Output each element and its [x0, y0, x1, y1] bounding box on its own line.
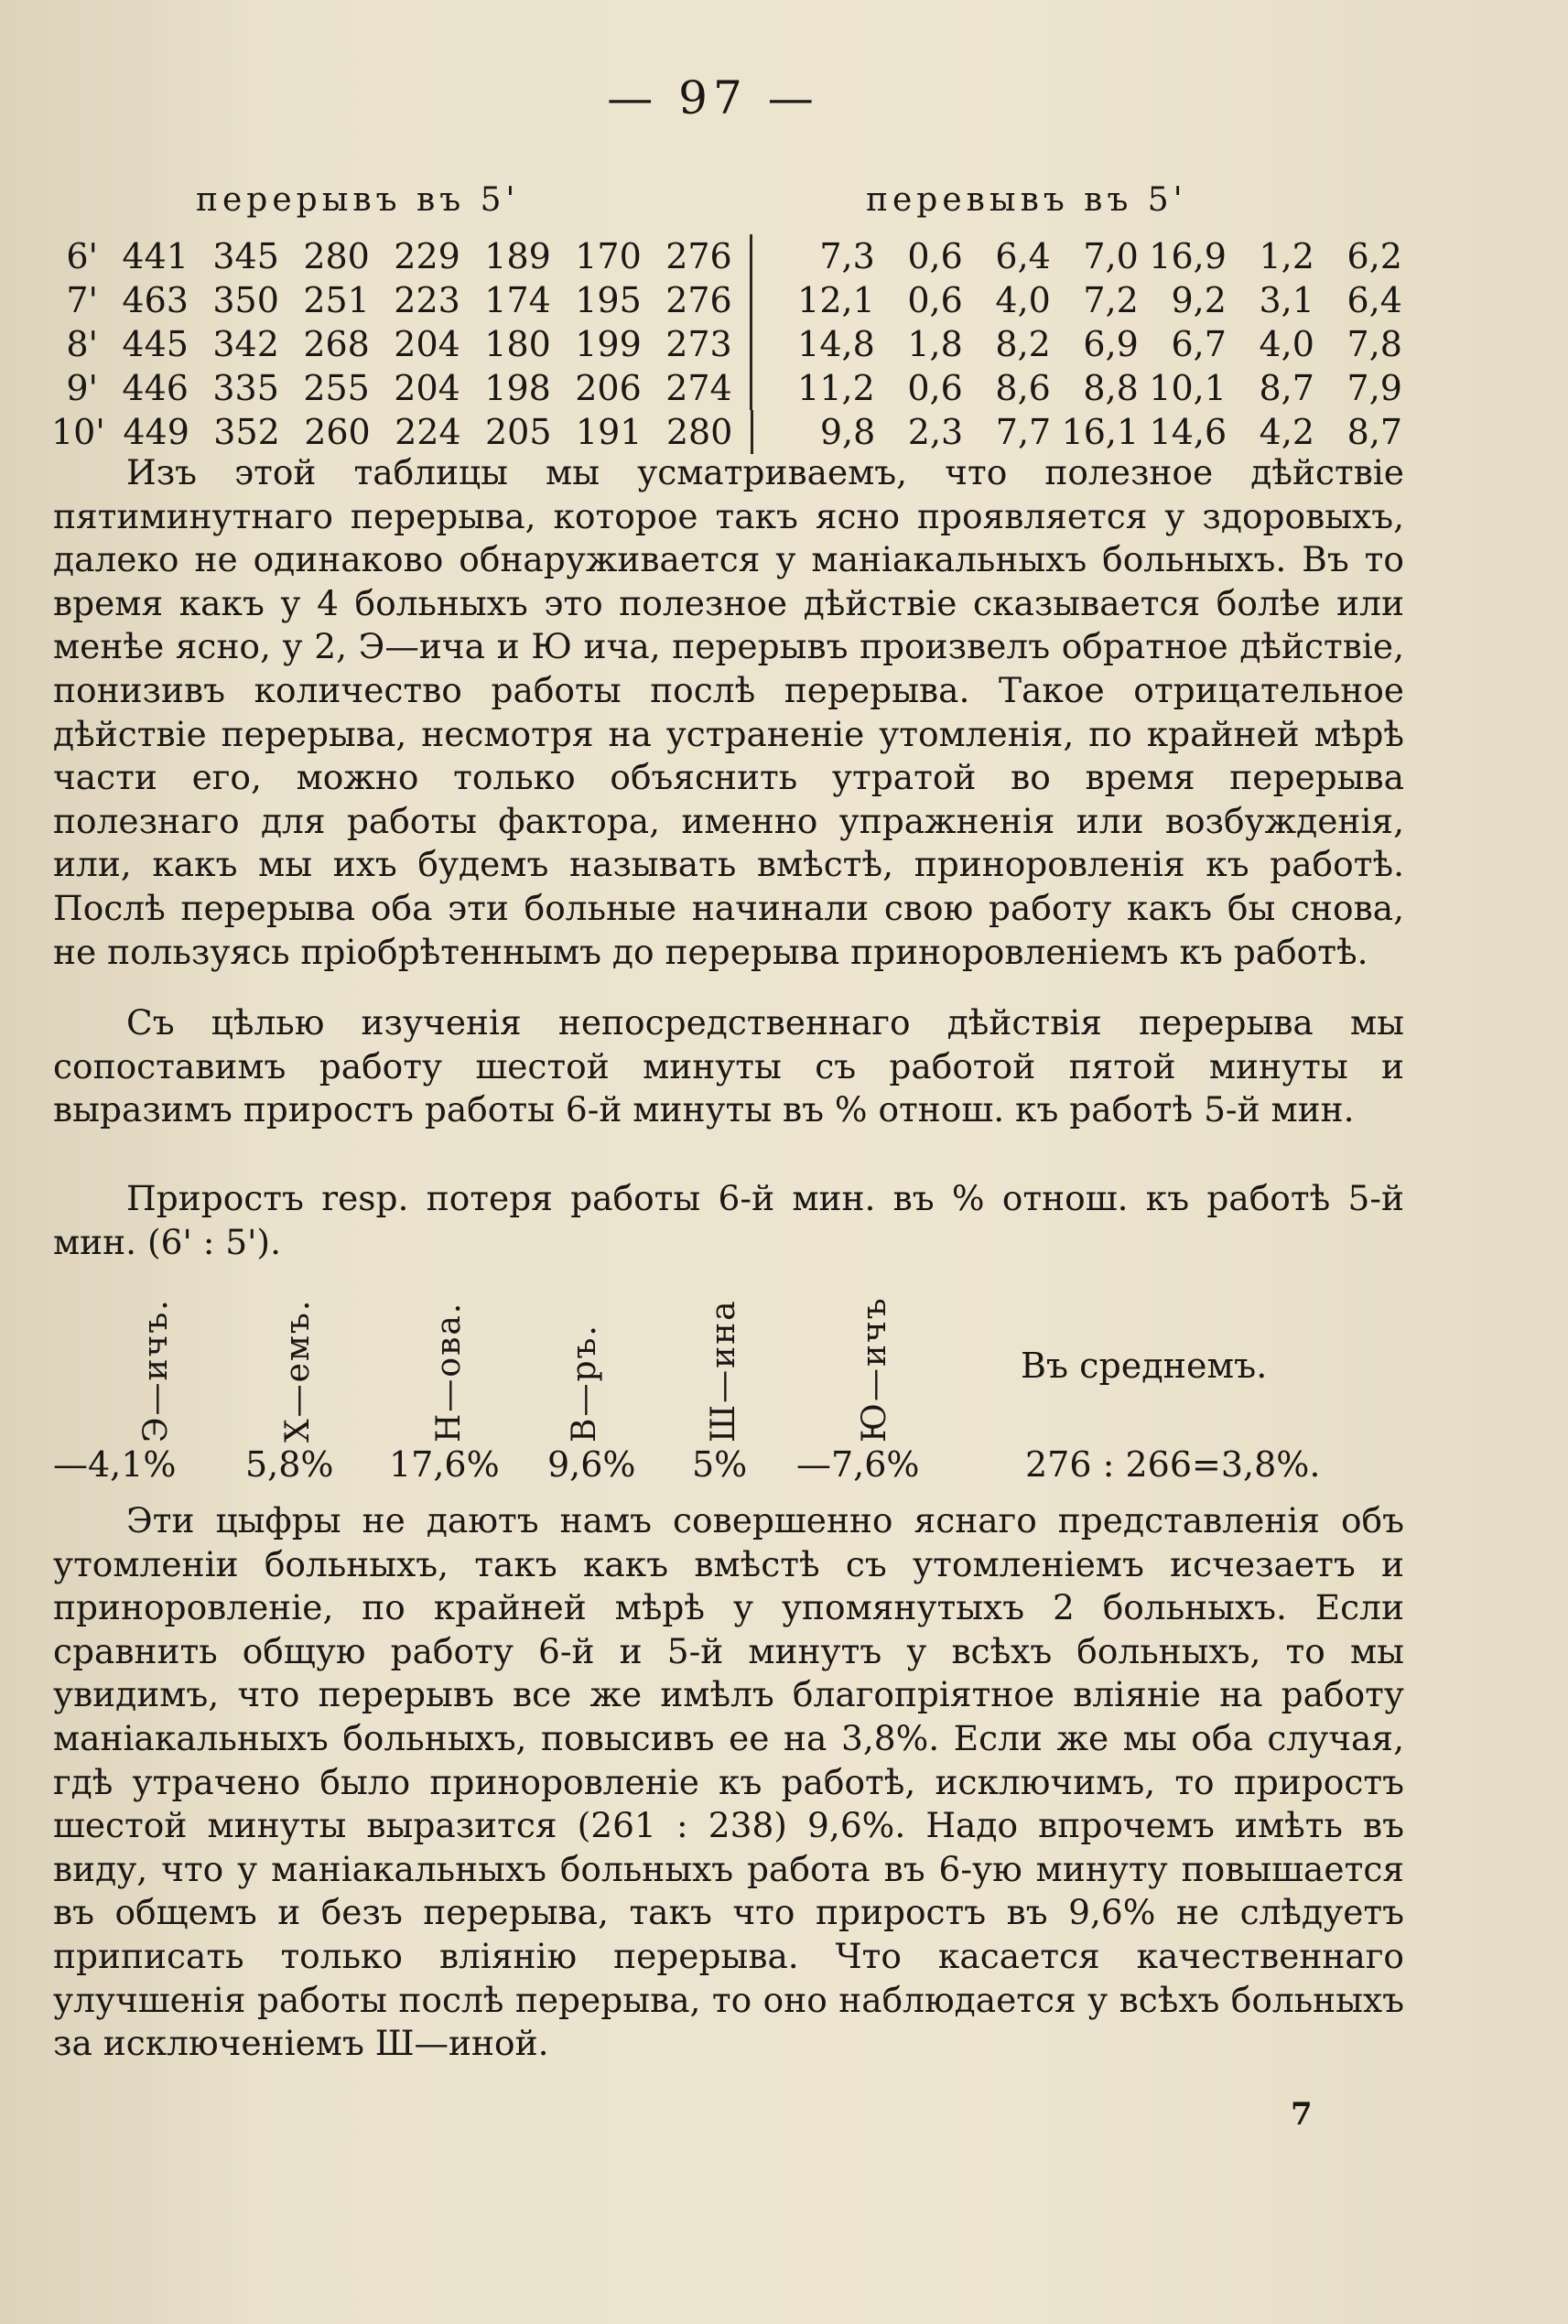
table-cell-right: 8,7: [1259, 368, 1314, 408]
table-cell-left: 229: [394, 236, 460, 276]
table-row: [51, 322, 1402, 366]
table-row: [51, 234, 1402, 278]
table-cell-left: 206: [575, 368, 642, 408]
patient-label: В—ръ.: [566, 1324, 603, 1443]
table-cell-left: 199: [575, 324, 642, 364]
table-cell-right: 3,1: [1259, 280, 1314, 320]
table-cell-left: 280: [303, 236, 370, 276]
table-cell-left: 189: [484, 236, 551, 276]
table-cell-left: 260: [304, 412, 371, 452]
table-cell-right: 6,4: [995, 236, 1051, 276]
table-cell-right: 6,9: [1083, 324, 1139, 364]
patient-label: Ш—ина: [705, 1299, 742, 1443]
table-cell-left: 251: [303, 280, 370, 320]
table-header-right: перевывъ въ 5': [866, 181, 1187, 219]
row-label: 7': [66, 280, 98, 320]
percent-value: —4,1%: [53, 1444, 177, 1485]
table-divider: [732, 322, 753, 366]
table-cell-right: 7,8: [1346, 324, 1402, 364]
table-cell-left: 274: [665, 368, 732, 408]
table-cell-right: 7,3: [819, 236, 875, 276]
table-rows: [51, 234, 1402, 454]
table-cell-right: 9,2: [1171, 280, 1227, 320]
table-cell-left: 276: [665, 280, 732, 320]
table-cell-left: 441: [122, 236, 189, 276]
table-cell-right: 1,8: [907, 324, 963, 364]
percent-value: 5,8%: [245, 1444, 334, 1485]
table-cell-right: 16,9: [1149, 236, 1227, 276]
table-cell-right: 4,0: [995, 280, 1051, 320]
table-cell-left: 191: [575, 412, 643, 452]
table-headers: [51, 181, 1402, 234]
table-cell-left: 174: [484, 280, 551, 320]
table-cell-right: 0,6: [907, 280, 963, 320]
table-cell-right: 12,1: [797, 280, 875, 320]
table-cell-left: 352: [213, 412, 280, 452]
table-cell-right: 0,6: [907, 236, 963, 276]
table-cell-left: 449: [123, 412, 189, 452]
table-cell-right: 7,9: [1346, 368, 1402, 408]
table-cell-left: 204: [394, 324, 460, 364]
data-table: [51, 181, 1402, 454]
paragraph-3: [53, 1177, 1404, 1264]
table-cell-left: 446: [122, 368, 189, 408]
table-cell-left: 280: [665, 412, 733, 452]
page-number: — 97 —: [607, 71, 819, 124]
row-label: 9': [66, 368, 98, 408]
table-cell-right: 9,8: [819, 412, 876, 452]
percent-value: 17,6%: [389, 1444, 500, 1485]
table-cell-left: 198: [484, 368, 551, 408]
table-cell-left: 273: [665, 324, 732, 364]
table-cell-right: 14,6: [1149, 412, 1227, 452]
table-divider: [732, 366, 753, 410]
table-divider: [732, 234, 753, 278]
table-divider: [732, 410, 753, 454]
table-cell-right: 6,7: [1171, 324, 1227, 364]
paragraph-3-text: Приростъ resp. потеря работы 6-й мин. въ % отнош. къ работѣ 5-й мин. (6' : 5').: [53, 1178, 1404, 1262]
table-cell-right: 6,2: [1346, 236, 1402, 276]
table-cell-right: 7,0: [1083, 236, 1139, 276]
table-row: [51, 278, 1402, 322]
table-cell-right: 11,2: [797, 368, 875, 408]
table-cell-right: 2,3: [907, 412, 964, 452]
table-row: [51, 410, 1402, 454]
row-label: 8': [66, 324, 98, 364]
table-cell-left: 445: [122, 324, 189, 364]
table-cell-right: 6,4: [1346, 280, 1402, 320]
table-cell-left: 204: [394, 368, 460, 408]
table-cell-left: 276: [665, 236, 732, 276]
average-label: Въ среднемъ.: [1021, 1346, 1268, 1386]
table-cell-right: 10,1: [1149, 368, 1227, 408]
percent-value: 5%: [692, 1444, 748, 1485]
patient-label: Э—ичъ.: [137, 1298, 175, 1443]
table-cell-right: 4,0: [1259, 324, 1314, 364]
percent-value: —7,6%: [796, 1444, 920, 1485]
row-label: 6': [66, 236, 98, 276]
table-cell-left: 268: [303, 324, 370, 364]
table-header-left: перерывъ въ 5': [196, 181, 520, 219]
table-cell-left: 345: [212, 236, 279, 276]
table-cell-right: 8,8: [1083, 368, 1139, 408]
table-cell-left: 335: [212, 368, 279, 408]
table-cell-left: 180: [484, 324, 551, 364]
table-cell-left: 205: [485, 412, 552, 452]
table-row: [51, 366, 1402, 410]
patient-label: Ю—ичъ: [856, 1296, 893, 1443]
paragraph-4-text: Эти цыфры не даютъ намъ совершенно яснаго представленія объ утомленіи больныхъ, такъ какъ вмѣстѣ съ утомленіемъ исчезаетъ и приноровленіе, по крайней мѣрѣ у упомянутыхъ 2 больныхъ. Если сравнить общую работу 6-й и 5-й минутъ у всѣхъ больныхъ, то мы увидимъ, что перерывъ все же имѣлъ благопріятное вліяніе на работу маніакальныхъ больныхъ, повысивъ ее на 3,8%. Если же мы оба случая, гдѣ утрачено было приноровленіе къ работѣ, исключимъ, то приростъ шестой минуты выразится (261 : 238) 9,6%. Надо впрочемъ имѣть въ виду, что у маніакальныхъ больныхъ работа въ 6-ую минуту повышается въ общемъ и безъ перерыва, такъ что приростъ въ 9,6% не слѣдуетъ приписать только вліянію перерыва. Что касается качественнаго улучшенія работы послѣ перерыва, то оно наблюдается у всѣхъ больныхъ за исключеніемъ Ш—иной.: [53, 1500, 1404, 2064]
paragraph-1: [53, 451, 1404, 974]
table-cell-left: 350: [212, 280, 279, 320]
table-cell-right: 8,2: [995, 324, 1051, 364]
table-cell-right: 16,1: [1061, 412, 1140, 452]
table-cell-right: 8,6: [995, 368, 1051, 408]
table-cell-left: 195: [575, 280, 642, 320]
table-cell-right: 7,2: [1083, 280, 1139, 320]
table-cell-left: 224: [395, 412, 461, 452]
table-cell-right: 8,7: [1346, 412, 1403, 452]
paragraph-2: [53, 1001, 1404, 1132]
table-cell-left: 223: [394, 280, 460, 320]
patient-label: Н—ова.: [430, 1301, 468, 1443]
table-cell-right: 7,7: [995, 412, 1052, 452]
patient-labels: [0, 1280, 1568, 1454]
percent-row: [0, 1444, 1568, 1490]
paragraph-4: [53, 1499, 1404, 2066]
table-cell-left: 255: [303, 368, 370, 408]
average-value: 276 : 266=3,8%.: [1025, 1444, 1321, 1485]
paragraph-2-text: Съ цѣлью изученія непосредственнаго дѣйствія перерыва мы сопоставимъ работу шестой минуты съ работой пятой минуты и выразимъ приростъ работы 6-й минуты въ % отнош. къ работѣ 5-й мин.: [53, 1002, 1404, 1130]
row-label: 10': [51, 412, 105, 452]
table-cell-right: 4,2: [1259, 412, 1315, 452]
table-divider: [732, 278, 753, 322]
percent-value: 9,6%: [547, 1444, 636, 1485]
table-cell-right: 1,2: [1259, 236, 1314, 276]
table-cell-left: 342: [212, 324, 279, 364]
signature-mark: 7: [1291, 2096, 1313, 2133]
paragraph-1-text: Изъ этой таблицы мы усматриваемъ, что полезное дѣйствіе пятиминутнаго перерыва, которое такъ ясно проявляется у здоровыхъ, далеко не одинаково обнаруживается у маніакальныхъ больныхъ. Въ то время какъ у 4 больныхъ это полезное дѣйствіе сказывается болѣе или менѣе ясно, у 2, Э—ича и Ю ича, перерывъ произвелъ обратное дѣйствіе, понизивъ количество работы послѣ перерыва. Такое отрицательное дѣйствіе перерыва, несмотря на устраненіе утомленія, по крайней мѣрѣ части его, можно только объяснить утратой во время перерыва полезнаго для работы фактора, именно упражненія или возбужденія, или, какъ мы ихъ будемъ называть вмѣстѣ, приноровленія къ работѣ. Послѣ перерыва оба эти больные начинали свою работу какъ бы снова, не пользуясь пріобрѣтеннымъ до перерыва приноровленіемъ къ работѣ.: [53, 452, 1404, 972]
table-cell-left: 170: [575, 236, 642, 276]
table-cell-right: 0,6: [907, 368, 963, 408]
patient-label: Х—емъ.: [279, 1298, 317, 1443]
table-cell-left: 463: [122, 280, 189, 320]
table-cell-right: 14,8: [797, 324, 875, 364]
